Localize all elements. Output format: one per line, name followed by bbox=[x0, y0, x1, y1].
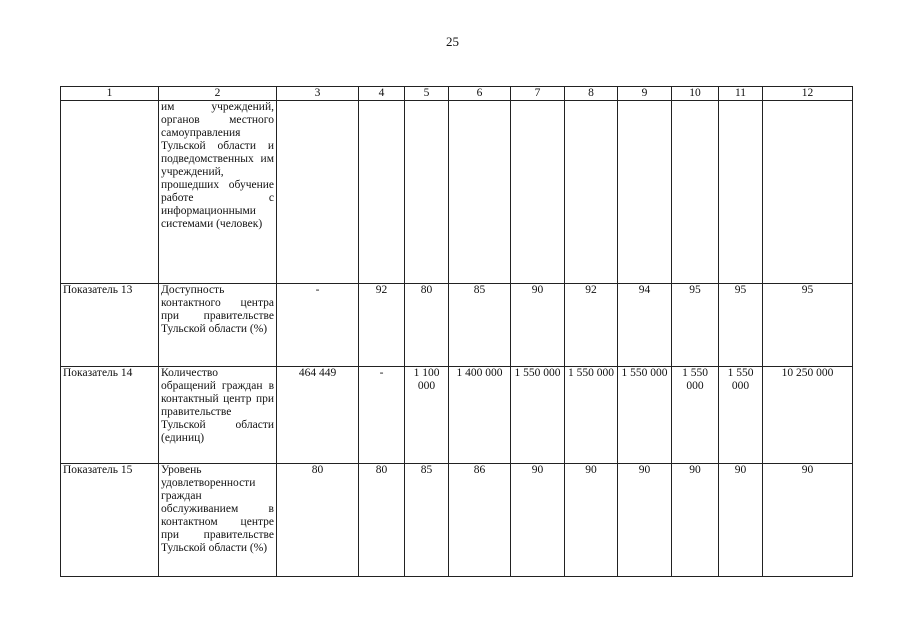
indicator-value: 80 bbox=[277, 464, 359, 577]
indicator-value bbox=[511, 101, 565, 284]
indicator-value: 95 bbox=[672, 284, 719, 367]
indicator-value: - bbox=[277, 284, 359, 367]
indicator-value: 80 bbox=[405, 284, 449, 367]
indicator-value: 80 bbox=[359, 464, 405, 577]
indicator-value: 90 bbox=[719, 464, 763, 577]
column-header: 7 bbox=[511, 87, 565, 101]
table-row bbox=[61, 464, 853, 577]
page-number: 25 bbox=[446, 34, 459, 49]
column-header: 9 bbox=[618, 87, 672, 101]
indicator-value: 90 bbox=[672, 464, 719, 577]
table-row bbox=[61, 367, 853, 464]
column-header: 11 bbox=[719, 87, 763, 101]
indicator-value: - bbox=[359, 367, 405, 464]
indicator-value: 1 400 000 bbox=[449, 367, 511, 464]
indicator-value: 90 bbox=[565, 464, 618, 577]
indicator-value: 85 bbox=[449, 284, 511, 367]
indicator-value: 1 550 000 bbox=[511, 367, 565, 464]
indicator-value: 85 bbox=[405, 464, 449, 577]
indicator-value bbox=[359, 101, 405, 284]
indicator-value bbox=[277, 101, 359, 284]
indicator-value: 94 bbox=[618, 284, 672, 367]
indicator-value: 90 bbox=[511, 464, 565, 577]
indicator-value bbox=[565, 101, 618, 284]
column-header: 4 bbox=[359, 87, 405, 101]
indicator-value: 86 bbox=[449, 464, 511, 577]
indicator-name bbox=[61, 101, 159, 284]
indicator-value: 90 bbox=[511, 284, 565, 367]
indicator-value: 464 449 bbox=[277, 367, 359, 464]
indicator-value: 90 bbox=[618, 464, 672, 577]
indicator-name: Показатель 14 bbox=[61, 367, 159, 464]
indicator-value bbox=[763, 101, 853, 284]
indicator-value: 90 bbox=[763, 464, 853, 577]
indicator-description: им учреждений, органов местного самоуправления Тульской области и подведомственных им учреждений, прошедших обучение работе с информационными системами (человек) bbox=[159, 101, 277, 284]
indicator-value: 92 bbox=[359, 284, 405, 367]
indicator-value: 1 550 000 bbox=[719, 367, 763, 464]
indicator-value: 92 bbox=[565, 284, 618, 367]
column-header: 12 bbox=[763, 87, 853, 101]
indicator-description: Количество обращений граждан в контактный центр при правительстве Тульской области (единиц) bbox=[159, 367, 277, 464]
column-header: 2 bbox=[159, 87, 277, 101]
indicator-value: 1 550 000 bbox=[618, 367, 672, 464]
indicator-description: Уровень удовлетворенности граждан обслуживанием в контактном центре при правительстве Тульской области (%) bbox=[159, 464, 277, 577]
indicator-value: 1 550 000 bbox=[565, 367, 618, 464]
table-row bbox=[61, 284, 853, 367]
indicator-value: 95 bbox=[763, 284, 853, 367]
column-header: 3 bbox=[277, 87, 359, 101]
indicator-value bbox=[449, 101, 511, 284]
indicator-name: Показатель 13 bbox=[61, 284, 159, 367]
indicator-value: 95 bbox=[719, 284, 763, 367]
indicator-value bbox=[719, 101, 763, 284]
column-header: 6 bbox=[449, 87, 511, 101]
table-row bbox=[61, 101, 853, 284]
indicator-value bbox=[672, 101, 719, 284]
column-header: 10 bbox=[672, 87, 719, 101]
indicator-name: Показатель 15 bbox=[61, 464, 159, 577]
column-header: 1 bbox=[61, 87, 159, 101]
column-number-row bbox=[61, 87, 853, 101]
column-header: 8 bbox=[565, 87, 618, 101]
indicator-value: 1 100 000 bbox=[405, 367, 449, 464]
column-header: 5 bbox=[405, 87, 449, 101]
indicator-description: Доступность контактного центра при правительстве Тульской области (%) bbox=[159, 284, 277, 367]
indicator-value: 10 250 000 bbox=[763, 367, 853, 464]
indicator-value bbox=[618, 101, 672, 284]
indicator-value: 1 550 000 bbox=[672, 367, 719, 464]
indicators-table bbox=[60, 86, 853, 577]
indicator-value bbox=[405, 101, 449, 284]
